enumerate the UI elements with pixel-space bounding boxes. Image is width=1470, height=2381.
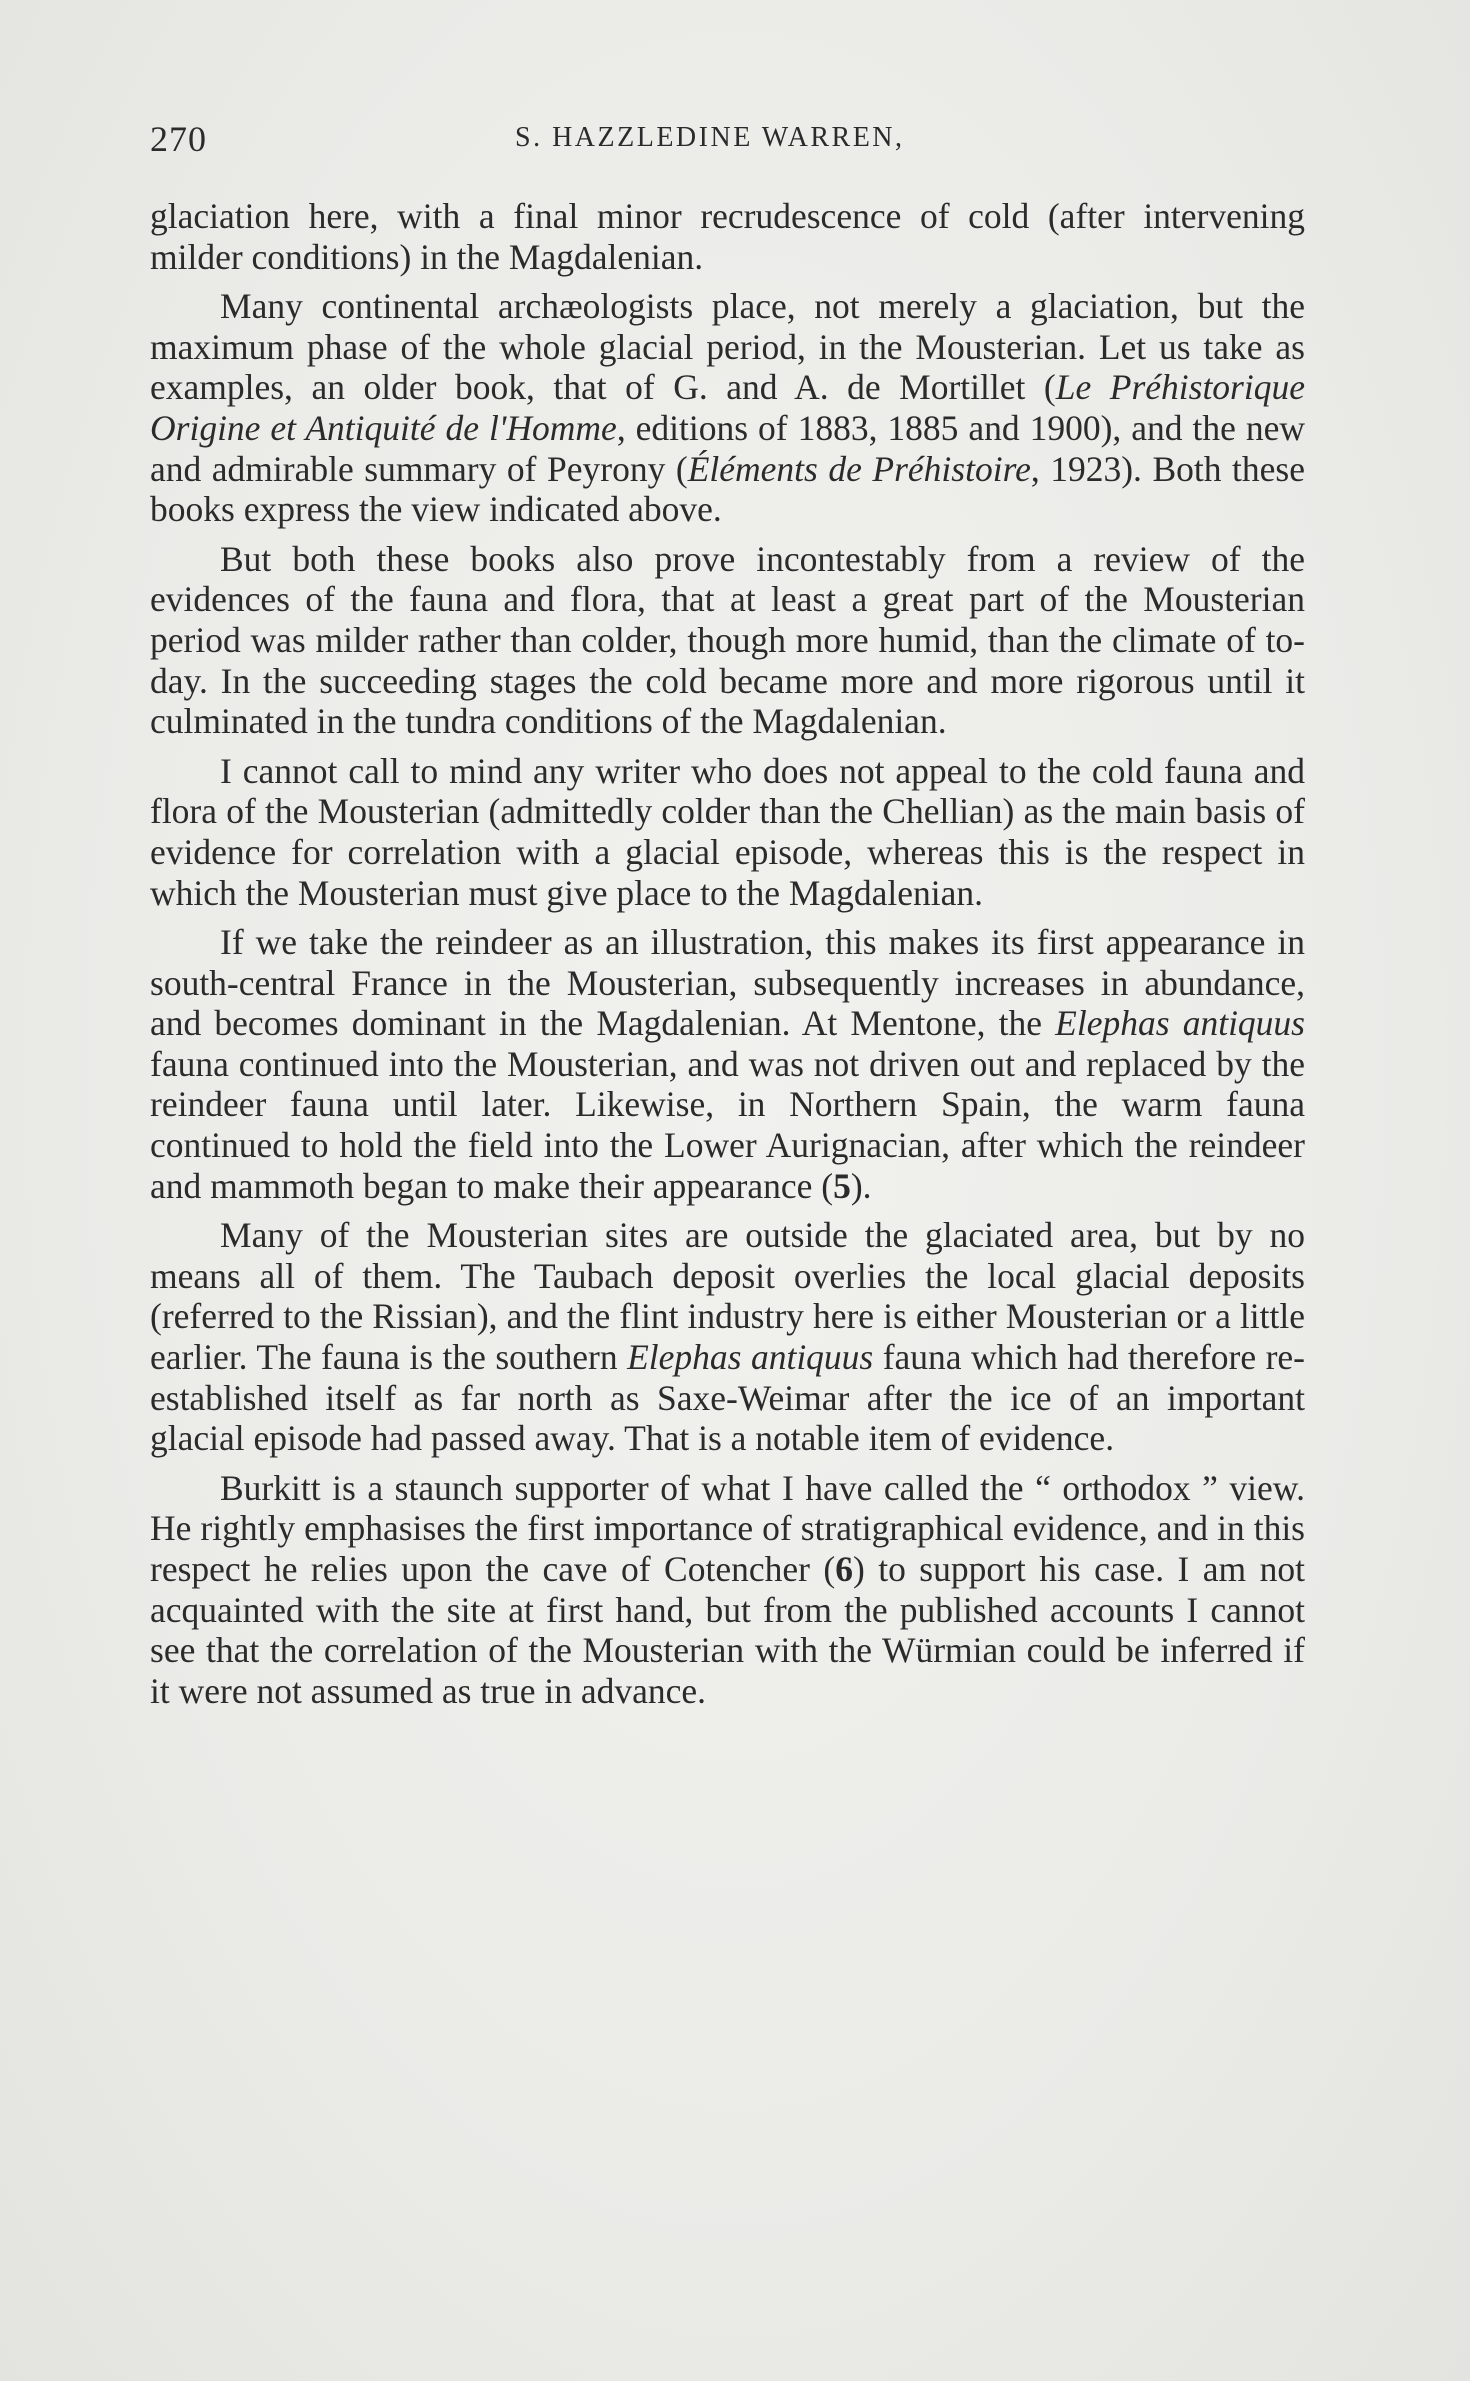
paragraph-1: glaciation here, with a final minor recrudescence of cold (after intervening milder conditions) in the Magdalenian. (150, 196, 1305, 277)
paragraph-6-text-b: fauna which had therefore reestablished itself as far north as Saxe-Weimar after the ice of an important glacial episode had passed away. That is a notable item of evidence. (150, 1337, 1305, 1459)
book-title-mortillet: Le Préhistorique Origine et Antiquité de l'Homme (150, 367, 1305, 448)
paragraph-6 (150, 1215, 1305, 1459)
paragraph-2-text-a: Many continental archæologists place, not merely a glaciation, but the maximum phase of the whole glacial period, in the Mousterian. Let us take as examples, an older book, that of G. and A. de Mortillet ( (150, 286, 1305, 408)
body-text (150, 196, 1305, 1720)
paragraph-5-text-c: ). (850, 1165, 872, 1206)
paragraph-7 (150, 1468, 1305, 1712)
book-title-peyrony: Éléments de Préhistoire (687, 448, 1031, 489)
paragraph-4: I cannot call to mind any writer who does not appeal to the cold fauna and flora of the Mousterian (admittedly colder than the Chellian) as the main basis of evidence for correlation with a glacial episode, whereas this is the respect in which the Mousterian must give place to the Magdalenian. (150, 750, 1305, 913)
paragraph-7-text-a: Burkitt is a staunch supporter of what I have called the “ orthodox ” view. He rightly emphasises the first importance of stratigraphical evidence, and in this respect he relies upon the cave of Cotencher ( (150, 1467, 1305, 1589)
species-name: Elephas antiquus (627, 1337, 874, 1378)
page-header (150, 118, 1300, 162)
reference-number: 5 (833, 1165, 851, 1206)
paragraph-2-text-b: , editions of 1883, 1885 and 1900), and the new and admirable summary of Peyrony ( (150, 407, 1305, 489)
running-head: S. HAZZLEDINE WARREN, (515, 122, 905, 153)
paragraph-6-text-a: Many of the Mousterian sites are outside the glaciated area, but by no means all of them. The Taubach deposit overlies the local glacial deposits (referred to the Rissian), and the flint industry here is either Mousterian or a little earlier. The fauna is the southern (150, 1215, 1305, 1378)
paragraph-5-text-b: fauna continued into the Mousterian, and was not driven out and replaced by the reindeer fauna until later. Likewise, in Northern Spain, the warm fauna continued to hold the field into the Lower Aurignacian, after which the reindeer and mammoth began to make their appearance ( (150, 1043, 1305, 1206)
paragraph-5-text-a: If we take the reindeer as an illustration, this makes its first appearance in south-central France in the Mousterian, subsequently increases in abundance, and becomes dominant in the Magdalenian. At Mentone, the (150, 922, 1305, 1044)
species-name: Elephas antiquus (1055, 1003, 1305, 1044)
paragraph-3: But both these books also prove incontestably from a review of the evidences of the fauna and flora, that at least a great part of the Mousterian period was milder rather than colder, though more humid, than the climate of to-day. In the succeeding stages the cold became more and more rigorous until it culminated in the tundra conditions of the Magdalenian. (150, 538, 1305, 742)
paragraph-5 (150, 922, 1305, 1206)
page-number: 270 (150, 119, 207, 159)
reference-number: 6 (835, 1549, 853, 1589)
paragraph-2-text-c: , 1923). Both these books express the view indicated above. (150, 448, 1305, 530)
paragraph-2 (150, 286, 1305, 530)
paragraph-7-text-b: ) to support his case. I am not acquainted with the site at first hand, but from the published accounts I cannot see that the correlation of the Mousterian with the Würmian could be inferred if it were not assumed as true in advance. (150, 1549, 1305, 1711)
